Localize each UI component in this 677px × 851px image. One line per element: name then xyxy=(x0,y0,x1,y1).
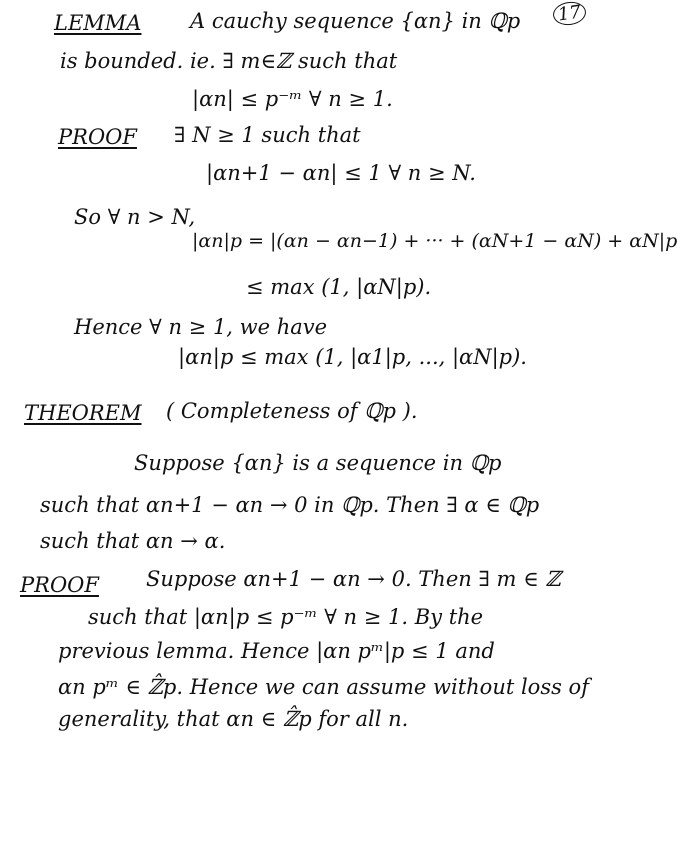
proof-2-line-4: αn pᵐ ∈ ℤ̂p. Hence we can assume without loss of xyxy=(58,675,589,699)
lemma-statement-line-2: is bounded. ie. ∃ m∈ℤ such that xyxy=(60,49,398,73)
theorem-label: THEOREM xyxy=(24,401,142,425)
proof-1-line-2: |αn+1 − αn| ≤ 1 ∀ n ≥ N. xyxy=(206,161,476,185)
proof-1-line-4: |αn|p = |(αn − αn−1) + ··· + (αN+1 − αN) + αN|p xyxy=(192,230,677,252)
proof-1-line-6: Hence ∀ n ≥ 1, we have xyxy=(74,315,328,339)
proof-2-line-3: previous lemma. Hence |αn pᵐ|p ≤ 1 and xyxy=(58,639,495,663)
lemma-statement-line-1: A cauchy sequence {αn} in ℚp xyxy=(190,9,521,33)
page-number: 17 xyxy=(552,0,588,27)
theorem-line-1: Suppose {αn} is a sequence in ℚp xyxy=(134,451,502,475)
theorem-line-3: such that αn → α. xyxy=(40,529,226,553)
theorem-title: ( Completeness of ℚp ). xyxy=(166,399,418,423)
lemma-statement-line-3: |αn| ≤ p⁻ᵐ ∀ n ≥ 1. xyxy=(192,87,393,111)
proof-2-line-5: generality, that αn ∈ ℤ̂p for all n. xyxy=(58,707,409,731)
proof-1-line-1: ∃ N ≥ 1 such that xyxy=(174,123,361,147)
theorem-line-2: such that αn+1 − αn → 0 in ℚp. Then ∃ α ∈ ℚp xyxy=(40,493,540,517)
proof-1-line-7: |αn|p ≤ max (1, |α1|p, ..., |αN|p). xyxy=(178,345,527,369)
proof-2-line-1: Suppose αn+1 − αn → 0. Then ∃ m ∈ ℤ xyxy=(146,567,561,591)
proof-1-line-5: ≤ max (1, |αN|p). xyxy=(246,275,432,299)
proof-2-label: PROOF xyxy=(20,573,99,597)
proof-1-label: PROOF xyxy=(58,125,137,149)
lemma-label: LEMMA xyxy=(54,11,142,35)
proof-1-line-3: So ∀ n > N, xyxy=(74,205,196,229)
proof-2-line-2: such that |αn|p ≤ p⁻ᵐ ∀ n ≥ 1. By the xyxy=(88,605,484,629)
